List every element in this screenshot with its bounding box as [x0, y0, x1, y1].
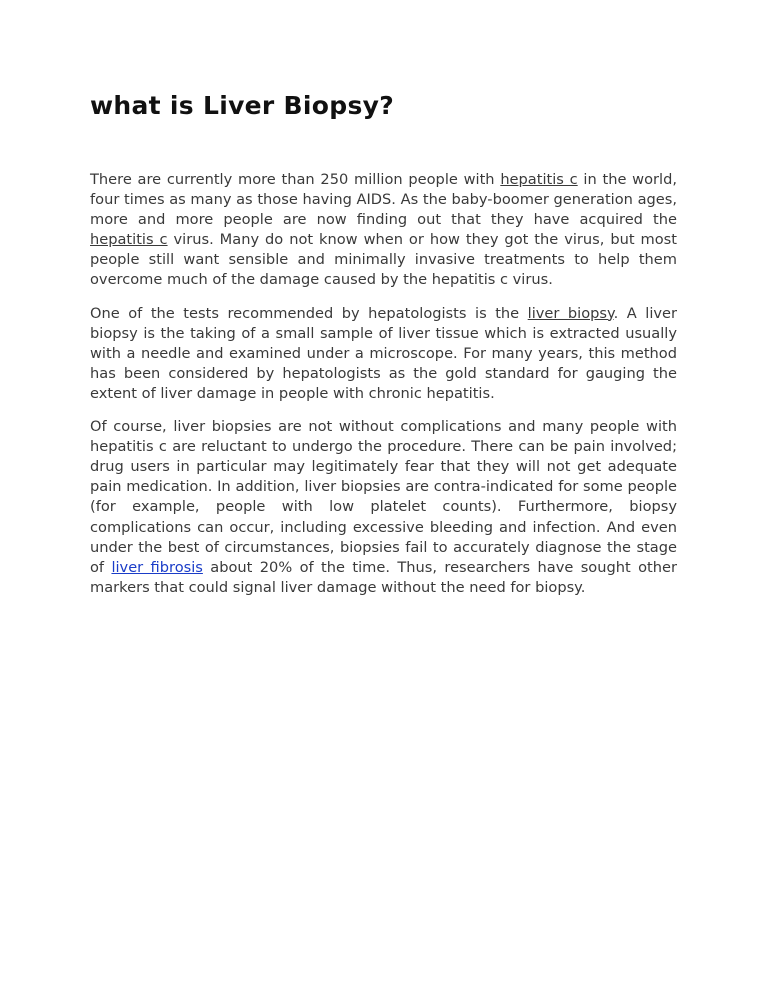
- paragraph-2: [90, 304, 677, 404]
- paragraph-1-text-3: virus. Many do not know when or how they got the virus, but most people still want sensible and minimally invasive treatments to help them overcome much of the damage caused by the hepatitis c virus.: [90, 231, 677, 289]
- paragraph-3-text-2: about 20% of the time. Thus, researchers have sought other markers that could signal liver damage without the need for biopsy.: [90, 558, 677, 596]
- paragraph-3-text-1: Of course, liver biopsies are not without complications and many people with hepatitis c are reluctant to undergo the procedure. There can be pain involved; drug users in particular may legitimately fear that they will not get adequate pain medication. In addition, liver biopsies are contra-indicated for some people (for example, people with low platelet counts). Furthermore, biopsy complications can occur, including excessive bleeding and infection. And even under the best of circumstances, biopsies fail to accurately diagnose the stage of: [90, 418, 677, 576]
- liver-biopsy-link[interactable]: liver biopsy: [527, 304, 614, 322]
- paragraph-2-text-1: One of the tests recommended by hepatologists is the: [90, 304, 528, 322]
- paragraph-1: [90, 170, 677, 291]
- paragraph-1-text-1: There are currently more than 250 million people with: [90, 171, 501, 188]
- liver-fibrosis-link[interactable]: liver fibrosis: [111, 558, 203, 576]
- paragraph-3: [90, 417, 677, 598]
- hepatitis-c-link-2[interactable]: hepatitis c: [90, 231, 168, 249]
- page-title: what is Liver Biopsy?: [90, 91, 395, 120]
- hepatitis-c-link-1[interactable]: hepatitis c: [500, 171, 578, 188]
- paragraph-2-text-2: . A liver biopsy is the taking of a small sample of liver tissue which is extracted usually with a needle and examined under a microscope. For many years, this method has been considered by hepatologists as the gold standard for gauging the extent of liver damage in people with chronic hepatitis.: [90, 304, 677, 402]
- paragraph-1-text-2: in the world, four times as many as those having AIDS. As the baby-boomer generation ages, more and more people are now finding out that they have acquired the: [90, 171, 677, 229]
- document-page: [90, 88, 677, 598]
